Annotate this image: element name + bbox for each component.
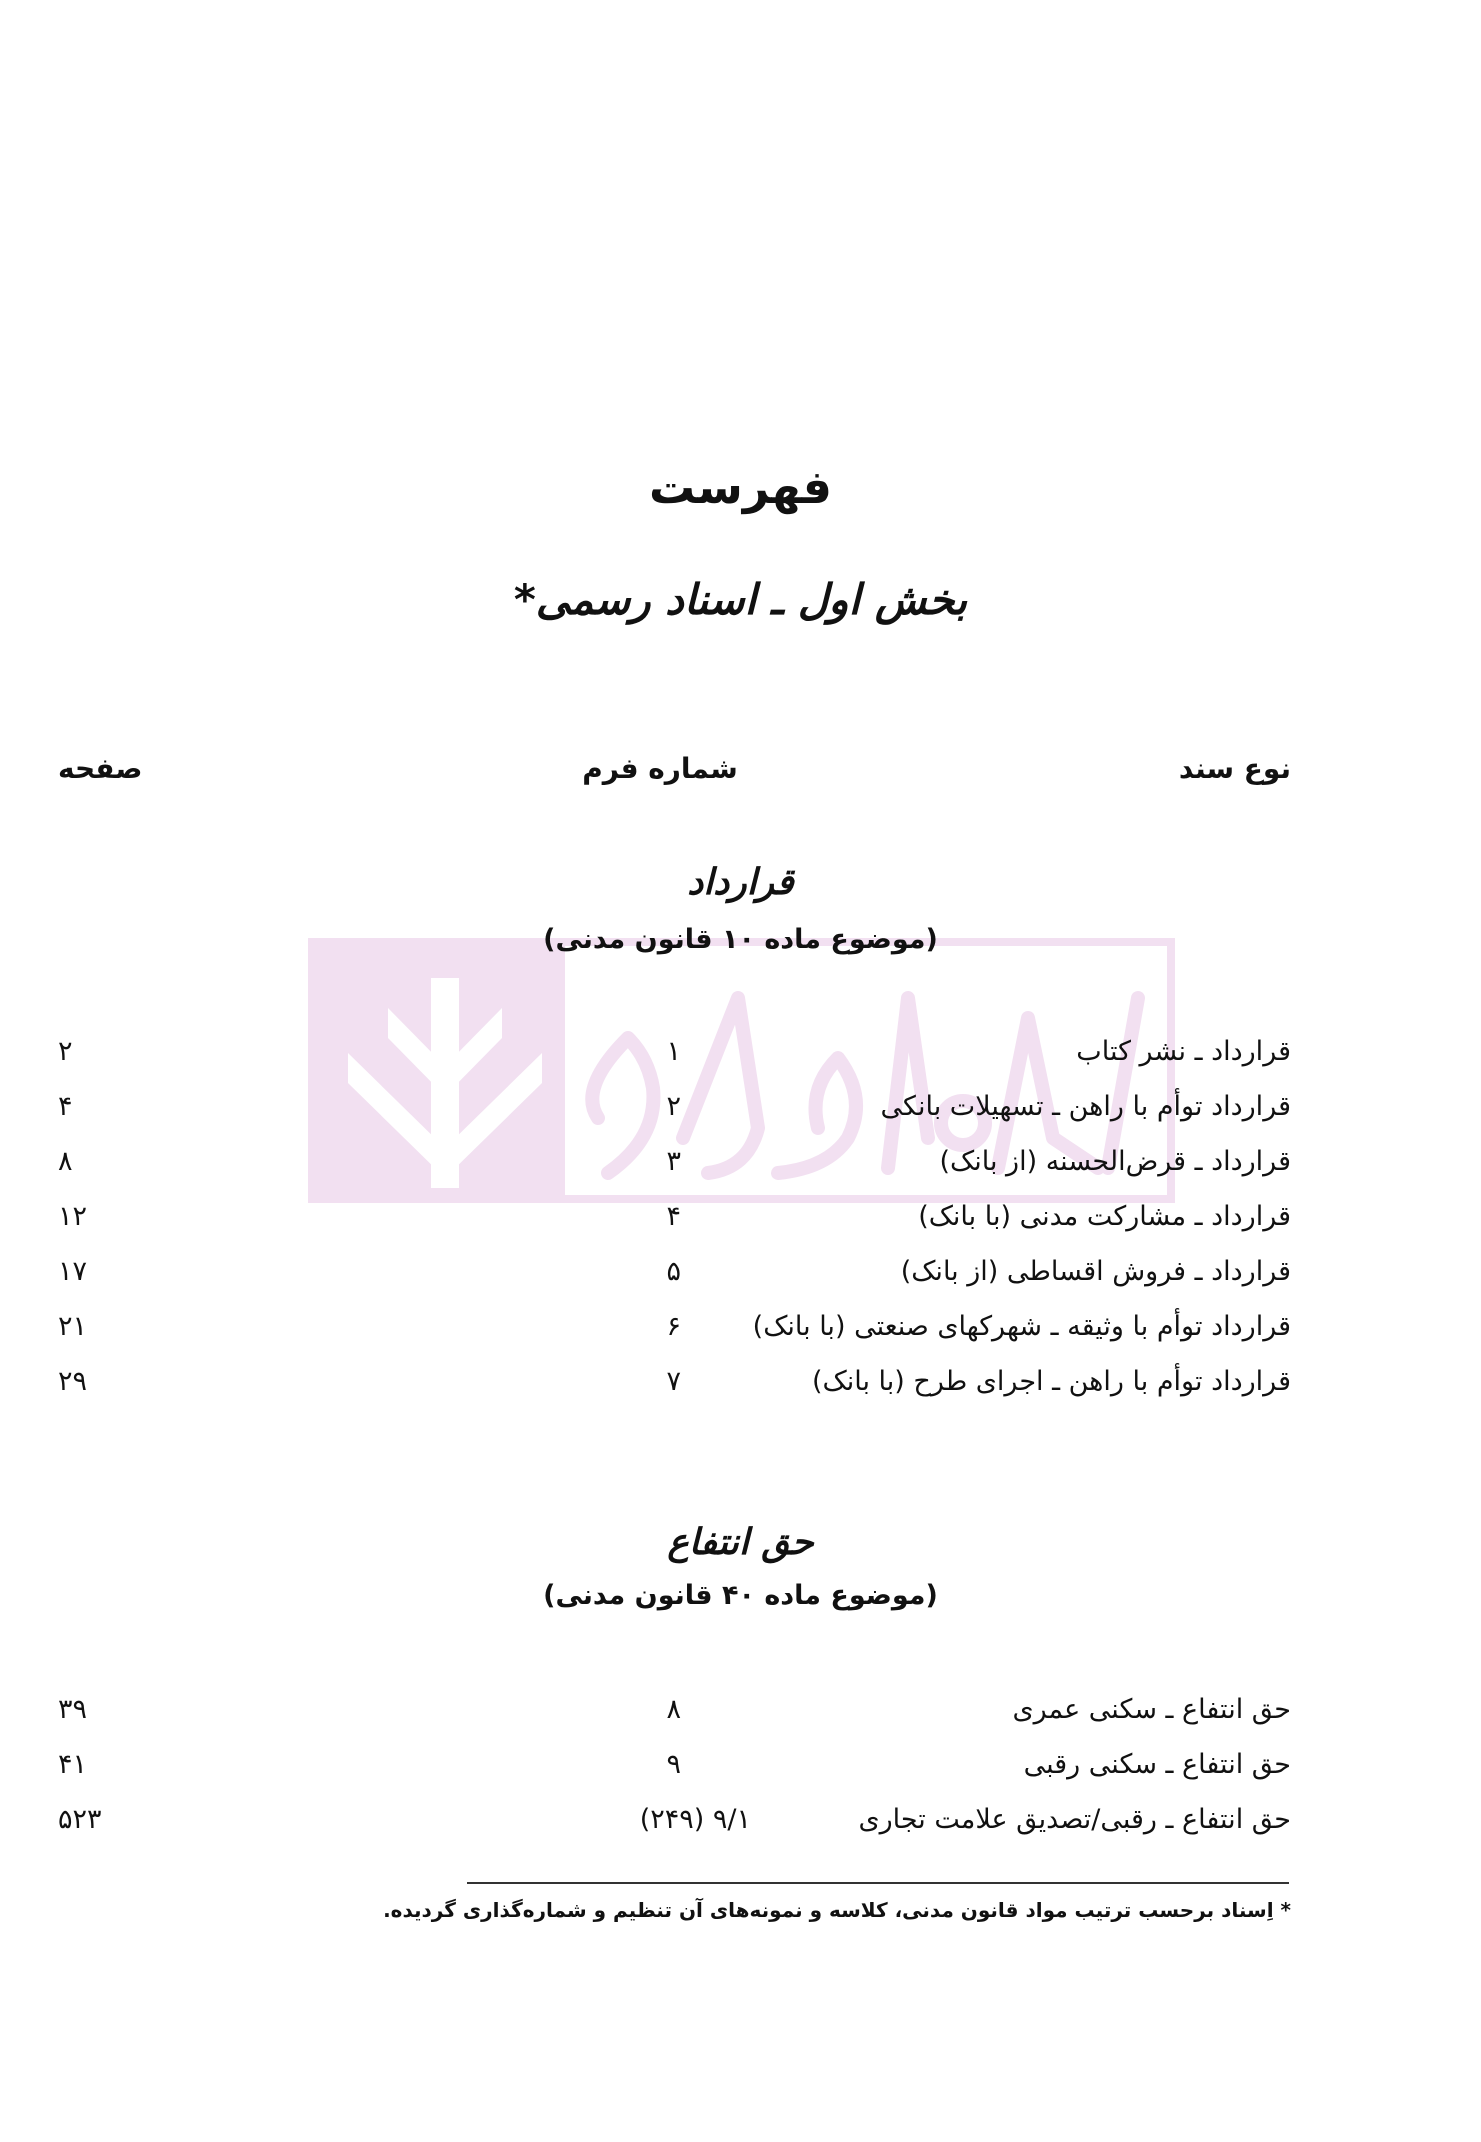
section-title-contract: قرارداد	[687, 862, 794, 903]
toc-entry-name: حق انتفاع ـ سکنی عمری	[1012, 1694, 1291, 1725]
toc-entry-name: حق انتفاع ـ رقبی/تصدیق علامت تجاری	[858, 1804, 1291, 1835]
toc-entry-name: حق انتفاع ـ سکنی رقبی	[1023, 1749, 1291, 1780]
toc-entry-name: قرارداد توأم با راهن ـ تسهیلات بانکی	[880, 1091, 1291, 1122]
part-title: بخش اول ـ اسناد رسمی*	[513, 575, 968, 624]
toc-entry-page: ۵۲۳	[58, 1804, 102, 1835]
toc-entry-form-number: ۱	[666, 1036, 681, 1067]
page-title: فهرست	[648, 460, 833, 514]
column-header-page: صفحه	[58, 752, 143, 785]
section-subtitle-contract: (موضوع ماده ۱۰ قانون مدنی)	[543, 924, 938, 955]
section-title-usufruct: حق انتفاع	[667, 1522, 814, 1563]
toc-entry-page: ۲۱	[58, 1311, 88, 1342]
toc-entry-name: قرارداد ـ مشارکت مدنی (با بانک)	[918, 1201, 1291, 1232]
toc-entry-form-number: ۶	[666, 1311, 681, 1342]
toc-row[interactable]	[0, 1146, 1481, 1198]
toc-entry-page: ۲	[58, 1036, 73, 1067]
toc-entry-page: ۱۲	[58, 1201, 88, 1232]
toc-entry-page: ۴۱	[58, 1749, 88, 1780]
toc-entry-form-number: ۷	[666, 1366, 681, 1397]
section-subtitle-usufruct: (موضوع ماده ۴۰ قانون مدنی)	[543, 1580, 938, 1611]
toc-entry-form-number: ۵	[666, 1256, 681, 1287]
toc-row[interactable]	[0, 1036, 1481, 1088]
toc-entry-name: قرارداد توأم با وثیقه ـ شهرکهای صنعتی (با بانک)	[752, 1311, 1291, 1342]
toc-entry-name: قرارداد ـ نشر کتاب	[1076, 1036, 1291, 1067]
toc-entry-form-number: ۳	[666, 1146, 681, 1177]
toc-row[interactable]	[0, 1749, 1481, 1801]
toc-entry-page: ۸	[58, 1146, 73, 1177]
toc-entry-form-number: ۲	[666, 1091, 681, 1122]
toc-row[interactable]	[0, 1256, 1481, 1308]
footnote-divider	[467, 1882, 1289, 1884]
footnote: * اِسناد برحسب ترتیب مواد قانون مدنی، کلاسه و نمونه‌های آن تنظیم و شماره‌گذاری گردیده.	[383, 1898, 1291, 1922]
toc-entry-name: قرارداد ـ فروش اقساطی (از بانک)	[900, 1256, 1291, 1287]
toc-row[interactable]	[0, 1804, 1481, 1856]
toc-entry-name: قرارداد ـ قرض‌الحسنه (از بانک)	[939, 1146, 1291, 1177]
toc-row[interactable]	[0, 1091, 1481, 1143]
toc-entry-form-number: ۴	[666, 1201, 681, 1232]
toc-row[interactable]	[0, 1694, 1481, 1746]
column-header-form-number: شماره فرم	[582, 752, 738, 785]
toc-entry-page: ۱۷	[58, 1256, 88, 1287]
toc-row[interactable]	[0, 1311, 1481, 1363]
toc-entry-form-number: ۹	[666, 1749, 681, 1780]
toc-entry-page: ۲۹	[58, 1366, 88, 1397]
toc-row[interactable]	[0, 1201, 1481, 1253]
toc-entry-form-number: ۹/۱ (۲۴۹)	[639, 1804, 751, 1835]
toc-entry-page: ۴	[58, 1091, 73, 1122]
column-header-document-type: نوع سند	[1178, 752, 1291, 785]
toc-entry-form-number: ۸	[666, 1694, 681, 1725]
toc-entry-page: ۳۹	[58, 1694, 88, 1725]
toc-entry-name: قرارداد توأم با راهن ـ اجرای طرح (با بانک)	[812, 1366, 1291, 1397]
toc-row[interactable]	[0, 1366, 1481, 1418]
